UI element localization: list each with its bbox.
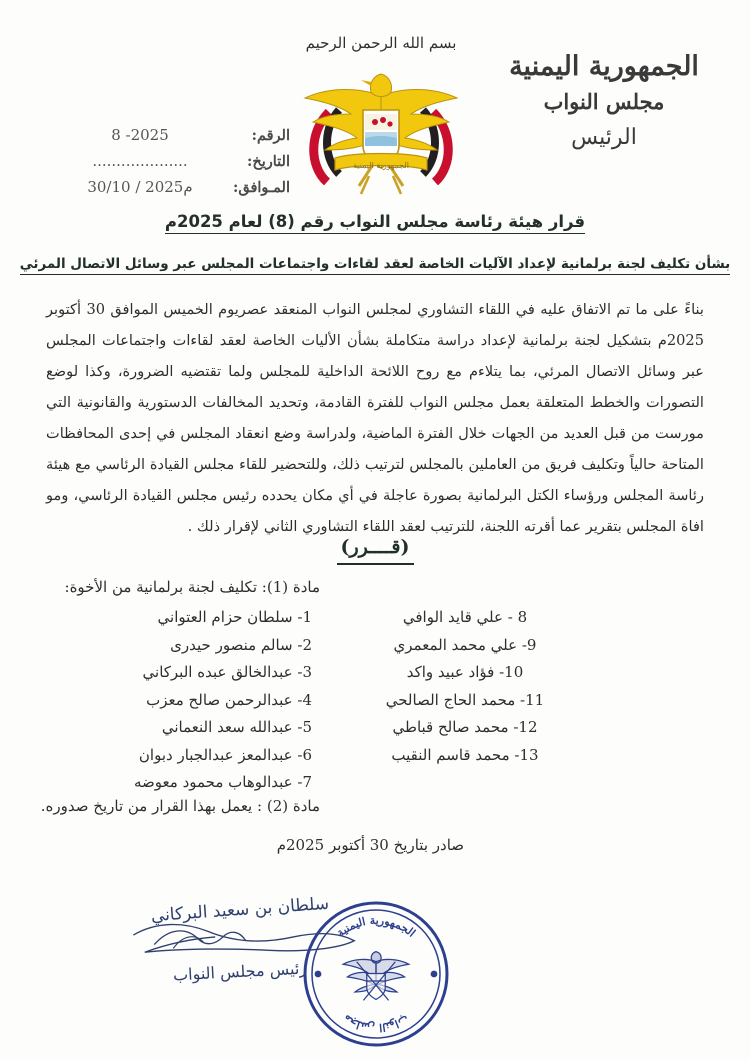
list-item: 7- عبدالوهاب محمود معوضه <box>134 773 312 791</box>
stamp-bottom-text: مجلس النواب <box>340 1012 411 1035</box>
stamp-top-text: الجمهورية اليمنية <box>334 913 418 940</box>
signatory-role: رئيس مجلس النواب <box>172 958 308 985</box>
members-list-right <box>35 604 320 797</box>
signatory-name: سلطان بن سعيد البركاني <box>150 893 330 927</box>
letterhead-council: مجلس النواب <box>543 88 665 114</box>
issued-date-line: صادر بتاريخ 30 أكتوبر 2025م <box>276 836 464 854</box>
reference-row-number <box>62 126 294 152</box>
list-item: 1- سلطان حزام العتواني <box>157 608 312 626</box>
list-item: 9- علي محمد المعمري <box>393 635 537 654</box>
members-list-left <box>340 604 590 769</box>
letterhead <box>484 50 724 152</box>
reference-value-gregorian: 30/10 / 2025م <box>87 178 193 196</box>
reference-row-gregorian <box>62 178 294 204</box>
list-item: 4- عبدالرحمن صالح معزب <box>146 690 312 709</box>
basmala-text: بسم الله الرحمن الرحيم <box>305 34 457 52</box>
list-item: 2- سالم منصور حيدرى <box>170 635 312 654</box>
list-item: 13- محمد قاسم النقيب <box>391 745 539 764</box>
list-item: 11- محمد الحاج الصالحي <box>385 690 545 709</box>
document-body-paragraph: بناءً على ما تم الاتفاق عليه في اللقاء التشاوري لمجلس النواب المنعقد عصريوم الخميس الموافق 30 أكتوبر 2025م بتشكيل لجنة برلمانية لإعداد دراسة متكاملة بشأن الأليات الخاصة لعقد لقاءات واجتماعات المجلس عبر وسائل الاتصال المرئي، بما يتلاءم مع روح اللائحة الداخلية للمجلس ولما تقتضيه الضرورة، وكذا لوضع التصورات والخطط المتعلقة بعمل مجلس النواب للفترة القادمة، وتحديد المخالفات الدستورية والقانونية التي مورست من قبل العديد من الجهات خلال الفترة الماضية، ولدراسة وضع انعقاد المجلس في إحدى المحافظات المتاحة حالياً وتكليف فريق من العاملين بالمجلس لترتيب ذلك، وللتحضير للقاء مجلس القيادة الرئاسي مع هيئة رئاسة المجلس ورؤساء الكتل البرلمانية بصورة عاجلة في أي مكان يحدده رئيس مجلس القيادة الرئاسي، ومو افاة المجلس بتقرير عما أقرته اللجنة، للترتيب لعقد اللقاء التشاوري الثاني لإقرار ذلك . <box>46 301 704 535</box>
article-2-heading: مادة (2) : يعمل بهذا القرار من تاريخ صدوره. <box>40 797 320 815</box>
reference-row-date <box>62 152 294 178</box>
reference-value-date: .................... <box>92 152 188 170</box>
list-item: 12- محمد صالح قباطي <box>392 718 538 736</box>
article-1-heading: مادة (1): تكليف لجنة برلمانية من الأخوة: <box>64 578 320 596</box>
svg-text:الجمهورية اليمنية: الجمهورية اليمنية <box>352 161 410 170</box>
letterhead-republic: الجمهورية اليمنية <box>509 51 699 82</box>
decision-heading <box>0 536 750 565</box>
decision-heading-text: (قــــرر) <box>337 536 414 565</box>
reference-fields <box>62 126 294 204</box>
reference-value-number: 8 -2025 <box>111 126 169 144</box>
reference-label-number: الرقم: <box>251 127 290 144</box>
list-item: 5- عبدالله سعد النعماني <box>161 718 312 736</box>
document-header <box>0 28 750 208</box>
emblem-area <box>281 28 481 203</box>
list-item: 6- عبدالمعز عبدالجبار دبوان <box>138 745 312 764</box>
list-item: 8 - علي قايد الوافي <box>402 608 528 626</box>
reference-label-date: التاريخ: <box>247 153 290 170</box>
list-item: 3- عبدالخالق عبده البركاني <box>142 663 312 681</box>
document-title-text: قرار هيئة رئاسة مجلس النواب رقم (8) لعام 2025م <box>165 212 585 234</box>
reference-label-gregorian: المـوافق: <box>233 179 290 196</box>
yemen-national-emblem-icon <box>295 58 467 203</box>
list-item: 10- فؤاد عبيد واكد <box>406 663 524 681</box>
document-title <box>0 212 750 231</box>
document-subtitle <box>0 256 750 272</box>
document-subtitle-text: بشأن تكليف لجنة برلمانية لإعداد الآليات الخاصة لعقد لقاءات واجتماعات المجلس عبر وسائل الاتصال المرئي <box>20 256 731 275</box>
letterhead-position: الرئيس <box>571 125 637 150</box>
official-stamp-icon <box>300 898 452 1050</box>
